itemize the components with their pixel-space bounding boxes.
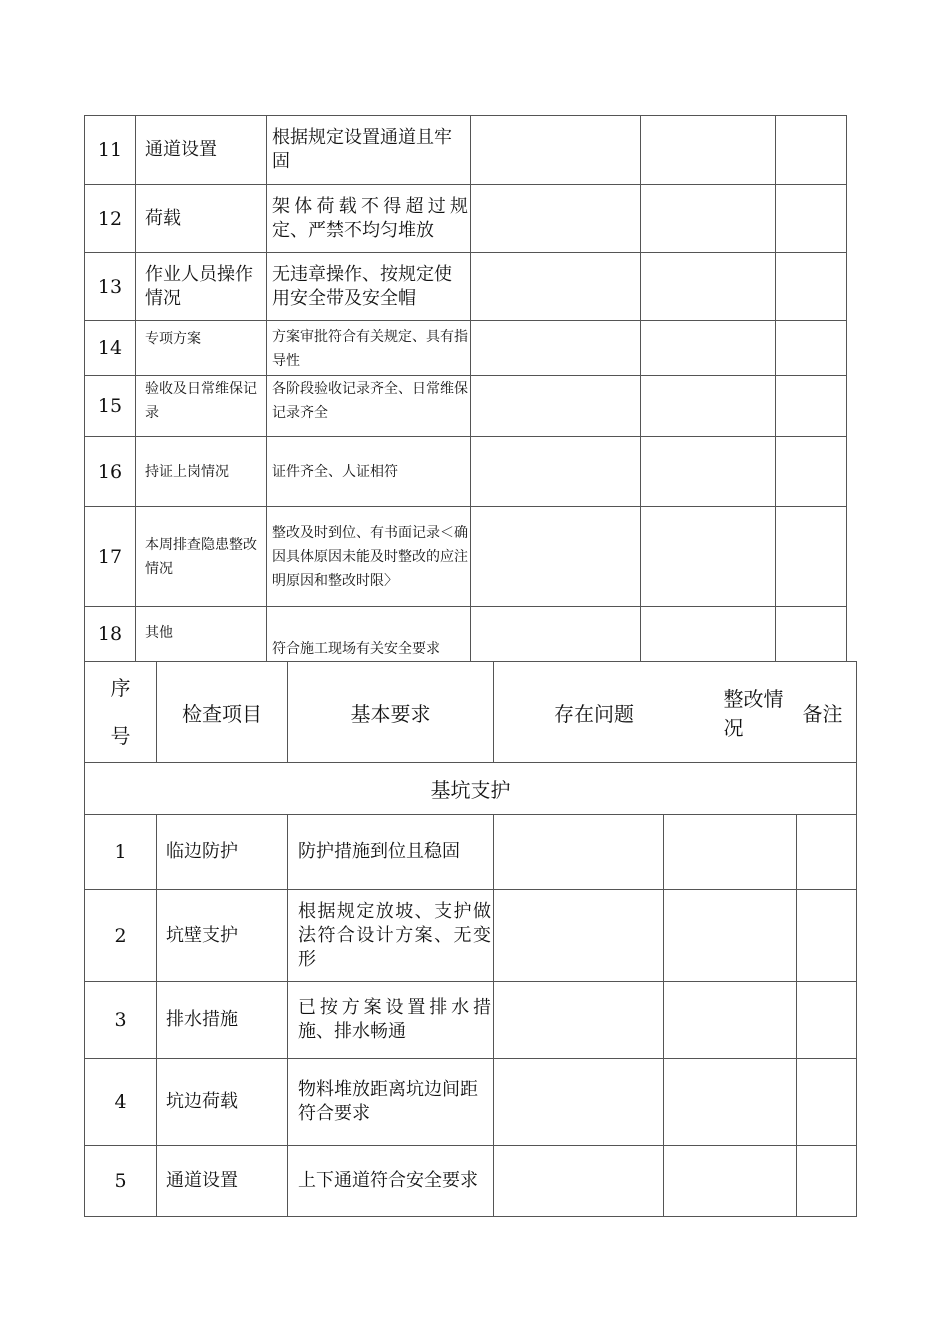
problem-cell <box>471 507 641 607</box>
header-number: 序号 <box>85 662 157 763</box>
remark-cell <box>797 1059 857 1146</box>
section-row <box>85 763 857 815</box>
problem-cell <box>471 376 641 437</box>
row-number: 14 <box>85 321 136 376</box>
remark-cell <box>776 185 847 253</box>
rectification-cell <box>641 507 776 607</box>
problem-cell <box>471 321 641 376</box>
problem-cell <box>471 607 641 662</box>
check-item: 荷载 <box>136 185 267 253</box>
requirement: 方案审批符合有关规定、具有指导性 <box>267 321 471 376</box>
remark-cell <box>797 1146 857 1217</box>
requirement: 已按方案设置排水措施、排水畅通 <box>288 982 494 1059</box>
problem-cell <box>494 890 664 982</box>
requirement: 整改及时到位、有书面记录＜确因具体原因未能及时整改的应注明原因和整改时限〉 <box>267 507 471 607</box>
inspection-table <box>84 661 857 1217</box>
row-number: 13 <box>85 253 136 321</box>
row-number: 18 <box>85 607 136 662</box>
rectification-cell <box>664 890 797 982</box>
row-number: 15 <box>85 376 136 437</box>
problem-cell <box>494 1146 664 1217</box>
requirement: 根据规定放坡、支护做法符合设计方案、无变形 <box>288 890 494 982</box>
header-rectification: 整改情况 <box>664 662 797 763</box>
rectification-cell <box>641 253 776 321</box>
table-row <box>85 1146 857 1217</box>
check-item: 通道设置 <box>136 116 267 185</box>
problem-cell <box>471 253 641 321</box>
inspection-table-continued <box>84 115 847 662</box>
problem-cell <box>471 437 641 507</box>
table-row <box>85 185 847 253</box>
problem-cell <box>494 1059 664 1146</box>
remark-cell <box>776 437 847 507</box>
remark-cell <box>797 982 857 1059</box>
table-row <box>85 376 847 437</box>
remark-cell <box>776 253 847 321</box>
check-item: 其他 <box>136 607 267 662</box>
check-item: 排水措施 <box>157 982 288 1059</box>
requirement: 物料堆放距离坑边间距符合要求 <box>288 1059 494 1146</box>
remark-cell <box>797 815 857 890</box>
check-item: 专项方案 <box>136 321 267 376</box>
remark-cell <box>776 116 847 185</box>
row-number: 11 <box>85 116 136 185</box>
header-problem: 存在问题 <box>494 662 664 763</box>
requirement: 架体荷载不得超过规定、严禁不均匀堆放 <box>267 185 471 253</box>
table-row <box>85 1059 857 1146</box>
table-row <box>85 437 847 507</box>
check-item: 持证上岗情况 <box>136 437 267 507</box>
section-title: 基坑支护 <box>85 763 857 815</box>
row-number: 17 <box>85 507 136 607</box>
problem-cell <box>471 185 641 253</box>
row-number: 3 <box>85 982 157 1059</box>
requirement: 符合施工现场有关安全要求 <box>267 607 471 662</box>
rectification-cell <box>664 1146 797 1217</box>
table-row <box>85 116 847 185</box>
header-remark: 备注 <box>797 662 857 763</box>
row-number: 2 <box>85 890 157 982</box>
header-check-item: 检查项目 <box>157 662 288 763</box>
rectification-cell <box>641 437 776 507</box>
remark-cell <box>776 507 847 607</box>
problem-cell <box>471 116 641 185</box>
check-item: 通道设置 <box>157 1146 288 1217</box>
table-row <box>85 507 847 607</box>
row-number: 4 <box>85 1059 157 1146</box>
requirement: 证件齐全、人证相符 <box>267 437 471 507</box>
problem-cell <box>494 982 664 1059</box>
row-number: 5 <box>85 1146 157 1217</box>
header-requirement: 基本要求 <box>288 662 494 763</box>
row-number: 12 <box>85 185 136 253</box>
rectification-cell <box>641 607 776 662</box>
check-item: 临边防护 <box>157 815 288 890</box>
rectification-cell <box>641 185 776 253</box>
rectification-cell <box>641 321 776 376</box>
remark-cell <box>797 890 857 982</box>
table-row <box>85 607 847 662</box>
check-item: 坑壁支护 <box>157 890 288 982</box>
requirement: 防护措施到位且稳固 <box>288 815 494 890</box>
remark-cell <box>776 607 847 662</box>
table-row <box>85 815 857 890</box>
requirement: 上下通道符合安全要求 <box>288 1146 494 1217</box>
rectification-cell <box>664 982 797 1059</box>
row-number: 1 <box>85 815 157 890</box>
check-item: 本周排查隐患整改情况 <box>136 507 267 607</box>
remark-cell <box>776 321 847 376</box>
check-item: 验收及日常维保记录 <box>136 376 267 437</box>
check-item: 作业人员操作情况 <box>136 253 267 321</box>
rectification-cell <box>664 815 797 890</box>
table-row <box>85 982 857 1059</box>
remark-cell <box>776 376 847 437</box>
requirement: 根据规定设置通道且牢固 <box>267 116 471 185</box>
row-number: 16 <box>85 437 136 507</box>
table-row <box>85 321 847 376</box>
problem-cell <box>494 815 664 890</box>
rectification-cell <box>641 376 776 437</box>
rectification-cell <box>664 1059 797 1146</box>
requirement: 各阶段验收记录齐全、日常维保记录齐全 <box>267 376 471 437</box>
table-row <box>85 253 847 321</box>
requirement: 无违章操作、按规定使用安全带及安全帽 <box>267 253 471 321</box>
table-header-row <box>85 662 857 763</box>
rectification-cell <box>641 116 776 185</box>
check-item: 坑边荷载 <box>157 1059 288 1146</box>
table-row <box>85 890 857 982</box>
